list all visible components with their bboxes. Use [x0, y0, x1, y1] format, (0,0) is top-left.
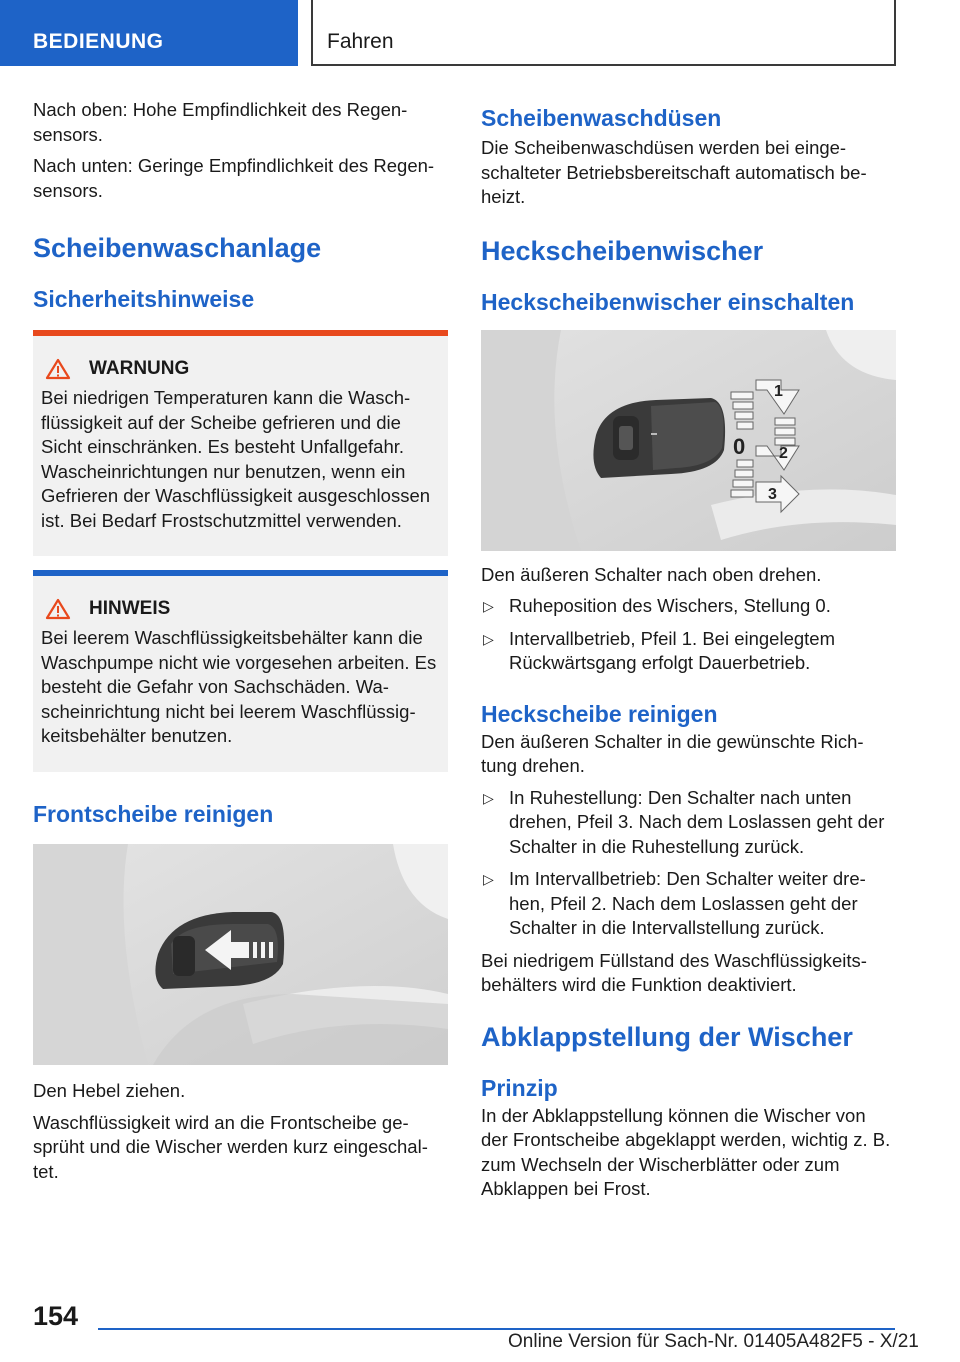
list-marker-icon: ▷	[483, 598, 494, 614]
figure-label-2: 2	[779, 444, 788, 462]
warning-triangle-icon	[45, 598, 71, 620]
footer-version-text: Online Version für Sach-Nr. 01405A482F5 - X/21	[508, 1331, 919, 1352]
paragraph: Bei niedrigem Füllstand des Waschflüssigkeits‐behälters wird die Funktion deaktiviert.	[481, 949, 867, 995]
heading-sicherheitshinweise: Sicherheitshinweise	[33, 286, 255, 312]
list-wiper-positions	[481, 594, 896, 676]
chapter-title: Fahren	[311, 0, 896, 66]
heading-heckscheibe-reinigen: Heckscheibe reinigen	[481, 700, 718, 727]
list-item: ▷ Intervallbetrieb, Pfeil 1. Bei eingelegtem Rückwärtsgang erfolgt Dauerbetrieb.	[483, 627, 835, 673]
paragraph: Den äußeren Schalter nach oben drehen.	[481, 563, 822, 585]
list-cleaning-steps	[481, 786, 896, 941]
left-column	[33, 98, 448, 1191]
figure-label-1: 1	[774, 382, 783, 400]
figure-rear-wiper-switch	[481, 330, 896, 551]
list-item: ▷ Im Intervallbetrieb: Den Schalter weiter dre‐hen, Pfeil 2. Nach dem Loslassen geht der Schalter in die Intervallstellung zurück.	[483, 868, 866, 938]
heading-abklappstellung: Abklappstellung der Wischer	[481, 1021, 853, 1052]
heading-prinzip: Prinzip	[481, 1074, 558, 1101]
list-marker-icon: ▷	[483, 630, 494, 647]
section-tab: BEDIENUNG	[0, 0, 298, 66]
figure-label-3: 3	[768, 485, 777, 503]
page-number: 154	[33, 1301, 79, 1331]
paragraph: Den Hebel ziehen.	[33, 1080, 186, 1101]
figure-label-0: 0	[733, 433, 746, 459]
paragraph: Nach oben: Hohe Empfindlichkeit des Regen‐sensors.	[33, 99, 408, 145]
figure-front-washer-lever	[33, 844, 448, 1065]
paragraph: Den äußeren Schalter in die gewünschte Rich‐tung drehen.	[481, 730, 864, 776]
heading-scheibenwaschduesen: Scheibenwaschdüsen	[481, 105, 722, 131]
heading-heckscheibenwischer: Heckscheibenwischer	[481, 235, 764, 266]
heading-heckscheibenwischer-einschalten: Heckscheibenwischer einschalten	[481, 288, 855, 315]
list-item: ▷ Ruheposition des Wischers, Stellung 0.	[481, 594, 896, 619]
warning-box	[33, 336, 448, 556]
right-column	[481, 98, 896, 1209]
notice-title: HINWEIS	[89, 598, 171, 619]
heading-frontscheibe-reinigen: Frontscheibe reinigen	[33, 801, 274, 827]
list-marker-icon: ▷	[483, 871, 494, 887]
heading-scheibenwaschanlage: Scheibenwaschanlage	[33, 233, 322, 263]
list-marker-icon: ▷	[483, 789, 494, 806]
warning-triangle-icon	[45, 358, 71, 380]
list-item: ▷ In Ruhestellung: Den Schalter nach unten drehen, Pfeil 3. Nach dem Loslassen geht der Schalter in die Ruhestellung zurück.	[483, 786, 885, 857]
warning-title: WARNUNG	[89, 358, 190, 379]
warning-text: Bei niedrigen Temperaturen kann die Wasch‐flüssigkeit auf der Scheibe gefrieren und die Sicht einschränken. Es besteht Unfallgefahr. Wascheinrichtungen nur benutzen, wenn ein Gefrieren der Waschflüssigkeit ausgeschlossen ist. Bei Bedarf Frostschutzmittel verwenden.	[41, 387, 431, 531]
notice-text: Bei leerem Waschflüssigkeitsbehälter kann die Waschpumpe nicht wie vorgesehen arbeiten. Es besteht die Gefahr von Sachschäden. Wa‐scheinrichtung nicht bei leerem Waschflüssig‐keitsbehälter benutzen.	[41, 627, 437, 746]
paragraph: In der Abklappstellung können die Wischer von der Frontscheibe abgeklappt werden, wichtig z. B. zum Wechseln der Wischerblätter oder zum Abklappen bei Frost.	[481, 1104, 891, 1199]
page-header	[0, 0, 960, 66]
paragraph: Die Scheibenwaschdüsen werden bei einge‐schalteter Betriebsbereitschaft automatisch be‐heizt.	[481, 137, 867, 207]
footer-divider	[98, 1328, 895, 1330]
paragraph: Waschflüssigkeit wird an die Frontscheibe ge‐sprüht und die Wischer werden kurz eingeschal‐tet.	[33, 1111, 428, 1182]
notice-box	[33, 576, 448, 772]
paragraph: Nach unten: Geringe Empfindlichkeit des Regen‐sensors.	[33, 155, 435, 201]
